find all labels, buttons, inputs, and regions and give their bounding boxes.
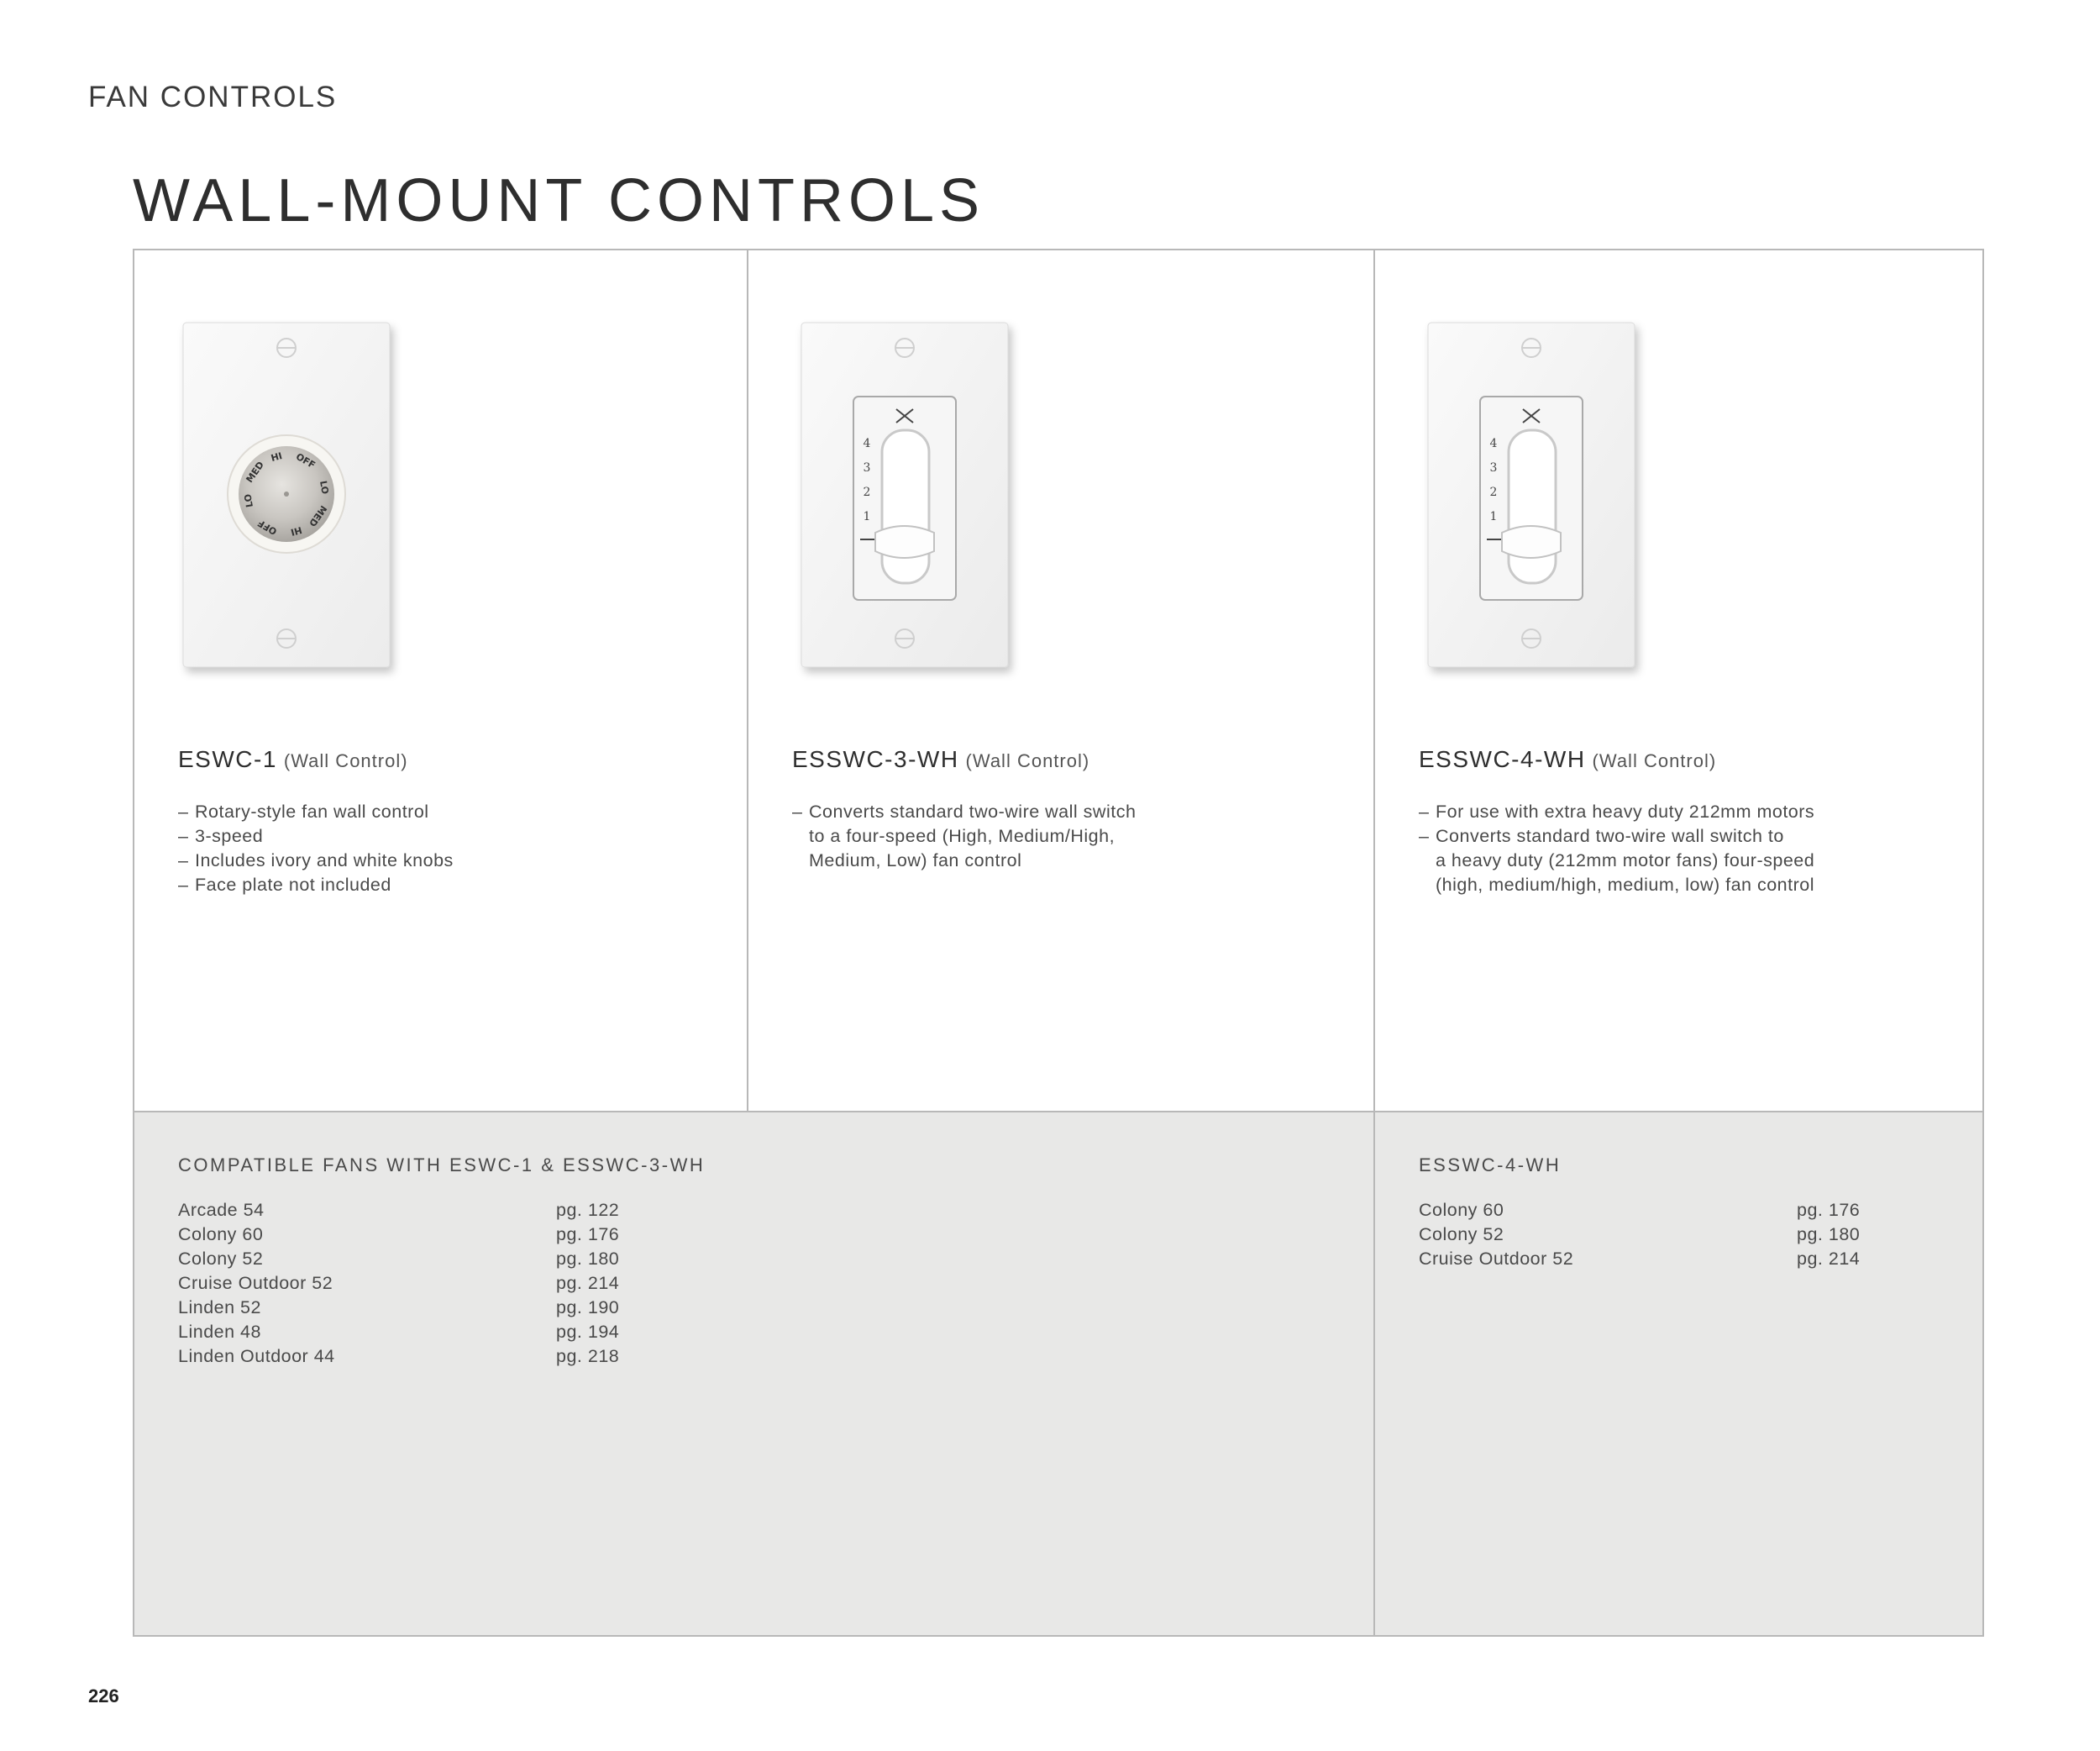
fan-name: Colony 60 bbox=[1419, 1200, 1504, 1220]
fan-page-ref: pg. 122 bbox=[556, 1200, 620, 1220]
fan-name: Colony 60 bbox=[178, 1224, 264, 1244]
speed-mark: 3 bbox=[863, 461, 871, 475]
feature-item: to a four-speed (High, Medium/High, bbox=[809, 826, 1116, 846]
compatible-fans-title: COMPATIBLE FANS WITH ESWC-1 & ESSWC-3-WH bbox=[178, 1154, 706, 1175]
feature-item: – For use with extra heavy duty 212mm motors bbox=[1419, 800, 1814, 824]
feature-item: – Includes ivory and white knobs bbox=[178, 849, 454, 873]
compatible-fans-esswc-4-wh bbox=[1375, 1111, 1984, 1635]
product-card-esswc-4-wh bbox=[1375, 250, 1984, 1111]
feature-item: – Face plate not included bbox=[178, 873, 454, 897]
fan-page-ref: pg. 176 bbox=[556, 1224, 620, 1244]
fan-page-ref: pg. 190 bbox=[556, 1297, 620, 1317]
dial-label: OFF bbox=[293, 450, 318, 471]
feature-item: – Converts standard two-wire wall switch bbox=[792, 800, 1136, 824]
feature-item: (high, medium/high, medium, low) fan control bbox=[1436, 875, 1814, 895]
fan-name: Colony 52 bbox=[1419, 1224, 1504, 1244]
speed-mark: 2 bbox=[863, 486, 871, 499]
compatible-fans-title: ESSWC-4-WH bbox=[1419, 1154, 1562, 1175]
product-model: ESSWC-3-WH bbox=[792, 746, 959, 772]
dial-label: OFF bbox=[255, 517, 280, 538]
feature-list bbox=[178, 800, 454, 897]
fan-name: Cruise Outdoor 52 bbox=[178, 1273, 333, 1293]
product-type: (Wall Control) bbox=[965, 750, 1090, 771]
rotary-wall-control-image bbox=[176, 319, 403, 681]
fan-page-ref: pg. 180 bbox=[1797, 1224, 1861, 1244]
speed-mark: 4 bbox=[863, 437, 871, 450]
page-number: 226 bbox=[88, 1685, 119, 1706]
page-title: WALL-MOUNT CONTROLS bbox=[133, 167, 985, 234]
slide-wall-control-image bbox=[1421, 319, 1648, 681]
fan-name: Linden Outdoor 44 bbox=[178, 1346, 335, 1366]
slide-wall-control-image bbox=[795, 319, 1021, 681]
fan-name: Linden 52 bbox=[178, 1297, 261, 1317]
feature-list bbox=[792, 800, 1136, 873]
product-card-esswc-3-wh bbox=[748, 250, 1373, 1111]
speed-mark: 4 bbox=[1489, 437, 1498, 450]
product-grid bbox=[133, 249, 1984, 1637]
speed-mark: 1 bbox=[1489, 510, 1498, 523]
fan-name: Arcade 54 bbox=[178, 1200, 265, 1220]
dial-label: MED bbox=[307, 503, 329, 529]
fan-name: Linden 48 bbox=[178, 1322, 261, 1342]
dial-label: HI bbox=[270, 450, 284, 465]
compatible-fans-eswc-1-esswc-3-wh bbox=[134, 1111, 1373, 1635]
section-label: FAN CONTROLS bbox=[88, 81, 338, 113]
feature-list bbox=[1419, 800, 1814, 897]
product-type: (Wall Control) bbox=[1592, 750, 1717, 771]
fan-page-ref: pg. 214 bbox=[556, 1273, 620, 1293]
fan-name: Cruise Outdoor 52 bbox=[1419, 1249, 1574, 1269]
fan-page-ref: pg. 194 bbox=[556, 1322, 620, 1342]
feature-item: – Rotary-style fan wall control bbox=[178, 800, 454, 824]
fan-page-ref: pg. 180 bbox=[556, 1249, 620, 1269]
product-card-eswc-1 bbox=[134, 250, 747, 1111]
fan-name: Colony 52 bbox=[178, 1249, 264, 1269]
speed-mark: 1 bbox=[863, 510, 871, 523]
product-name bbox=[1419, 746, 1716, 773]
fan-page-ref: pg. 176 bbox=[1797, 1200, 1861, 1220]
feature-item: Medium, Low) fan control bbox=[809, 850, 1022, 870]
product-name bbox=[792, 746, 1089, 773]
fan-page-ref: pg. 214 bbox=[1797, 1249, 1861, 1269]
fan-page-ref: pg. 218 bbox=[556, 1346, 620, 1366]
feature-item: a heavy duty (212mm motor fans) four-speed bbox=[1436, 850, 1815, 870]
product-name bbox=[178, 746, 408, 773]
dial-label: MED bbox=[244, 459, 266, 485]
speed-mark: 3 bbox=[1489, 461, 1498, 475]
dial-label: LO bbox=[318, 480, 331, 496]
feature-item: – Converts standard two-wire wall switch to bbox=[1419, 824, 1814, 849]
dial-label: LO bbox=[242, 492, 255, 508]
speed-mark: 2 bbox=[1489, 486, 1498, 499]
feature-item: – 3-speed bbox=[178, 824, 454, 849]
product-model: ESWC-1 bbox=[178, 746, 277, 772]
product-type: (Wall Control) bbox=[283, 750, 408, 771]
product-model: ESSWC-4-WH bbox=[1419, 746, 1586, 772]
dial-label: HI bbox=[289, 523, 303, 538]
